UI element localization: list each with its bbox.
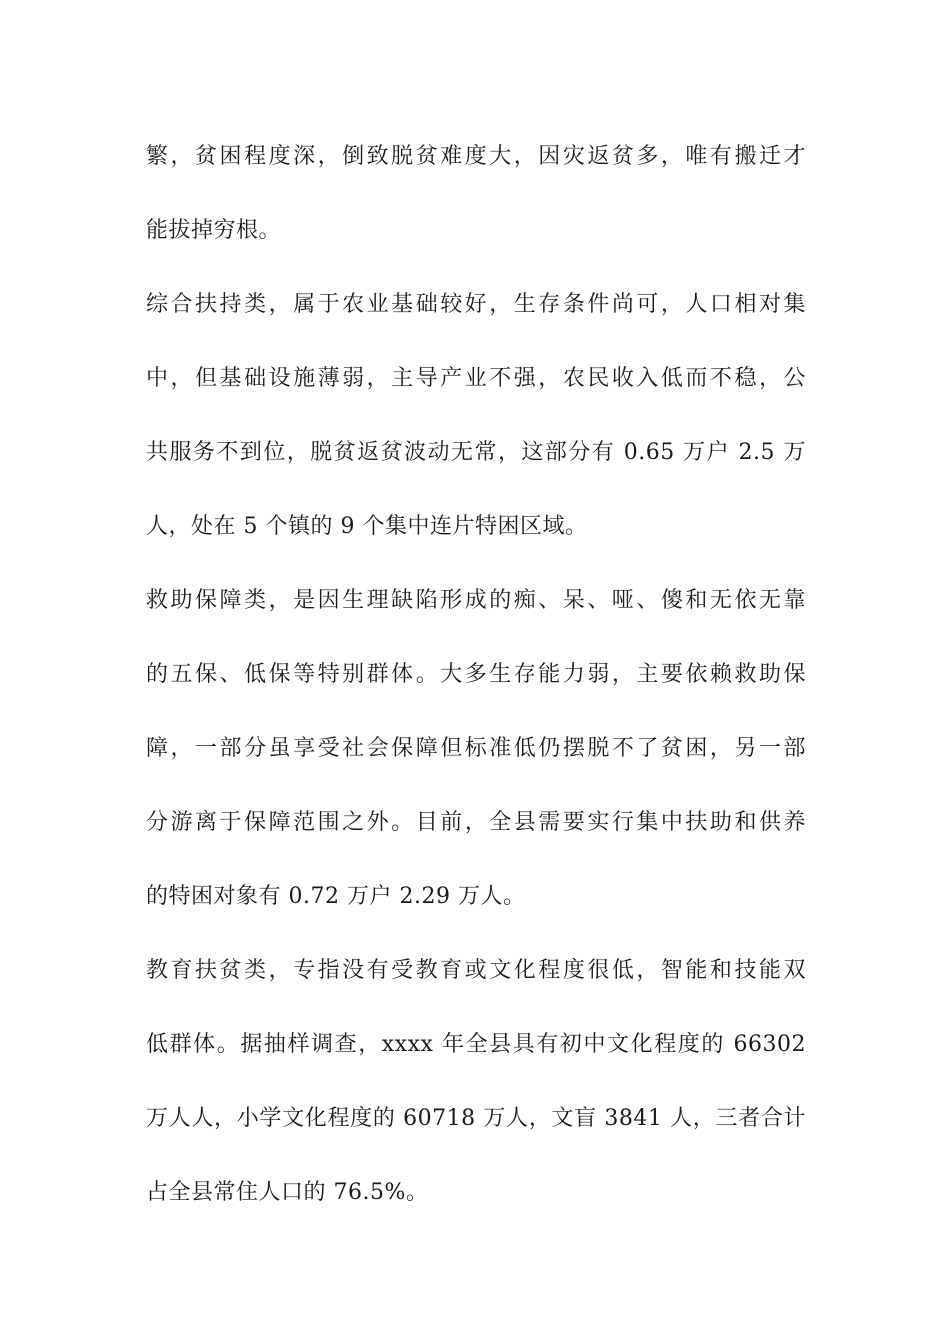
text-line: 教育扶贫类，专指没有受教育或文化程度很低，智能和技能双 <box>146 958 806 983</box>
text-line: 分游离于保障范围之外。目前，全县需要实行集中扶助和供养 <box>146 810 806 835</box>
text-line: 低群体。据抽样调查，xxxx 年全县具有初中文化程度的 66302 <box>146 1032 806 1057</box>
text-line: 救助保障类，是因生理缺陷形成的痴、呆、哑、傻和无依无靠 <box>146 588 806 613</box>
text-line: 中，但基础设施薄弱，主导产业不强，农民收入低而不稳，公 <box>146 366 806 391</box>
text-line: 的特困对象有 0.72 万户 2.29 万人。 <box>146 884 526 909</box>
text-line: 人，处在 5 个镇的 9 个集中连片特困区域。 <box>146 514 588 539</box>
text-line: 万人人，小学文化程度的 60718 万人，文盲 3841 人，三者合计 <box>146 1106 806 1131</box>
text-line: 繁，贫困程度深，倒致脱贫难度大，因灾返贫多，唯有搬迁才 <box>146 144 806 169</box>
text-line: 的五保、低保等特别群体。大多生存能力弱，主要依赖救助保 <box>146 662 806 687</box>
text-line: 共服务不到位，脱贫返贫波动无常，这部分有 0.65 万户 2.5 万 <box>146 440 806 465</box>
text-line: 障，一部分虽享受社会保障但标准低仍摆脱不了贫困，另一部 <box>146 736 806 761</box>
text-line: 综合扶持类，属于农业基础较好，生存条件尚可，人口相对集 <box>146 292 806 317</box>
text-line: 占全县常住人口的 76.5%。 <box>146 1180 429 1205</box>
body-text <box>146 120 806 1230</box>
text-line: 能拔掉穷根。 <box>146 218 282 243</box>
